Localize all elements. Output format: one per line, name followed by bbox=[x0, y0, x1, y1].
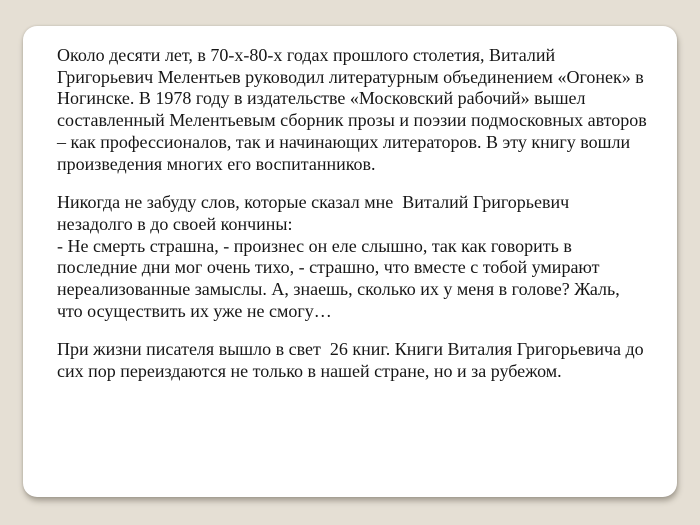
text-card bbox=[23, 26, 677, 497]
text-line: – как профессионалов, так и начинающих литераторов. В эту книгу вошли bbox=[57, 131, 631, 152]
text-line: Ногинске. В 1978 году в издательстве «Московский рабочий» вышел bbox=[57, 88, 586, 109]
text-line: нереализованные замыслы. А, знаешь, сколько их у меня в голове? Жаль, bbox=[57, 279, 620, 300]
text-line: Григорьевич Мелентьев руководил литературным объединением «Огонек» в bbox=[57, 66, 644, 87]
text-line: что осуществить их уже не смогу… bbox=[57, 300, 332, 321]
text-line: - Не смерть страшна, - произнес он еле слышно, так как говорить в bbox=[57, 235, 572, 256]
paragraph-quote bbox=[57, 192, 661, 322]
text-line: составленный Мелентьевым сборник прозы и поэзии подмосковных авторов bbox=[57, 110, 647, 131]
text-line: Около десяти лет, в 70-х-80-х годах прошлого столетия, Виталий bbox=[57, 45, 556, 65]
text-line: произведения многих его воспитанников. bbox=[57, 153, 376, 174]
text-line: незадолго в до своей кончины: bbox=[57, 213, 293, 234]
paragraph-legacy bbox=[57, 339, 661, 382]
text-line: сих пор переиздаются не только в нашей стране, но и за рубежом. bbox=[57, 361, 562, 382]
paragraph-biography bbox=[57, 45, 661, 175]
text-line: При жизни писателя вышло в свет 26 книг. Книги Виталия Григорьевича до bbox=[57, 339, 644, 360]
slide-text-block bbox=[57, 45, 661, 383]
text-line: Никогда не забуду слов, которые сказал мне Виталий Григорьевич bbox=[57, 192, 570, 213]
text-line: последние дни мог очень тихо, - страшно, что вместе с тобой умирают bbox=[57, 257, 600, 278]
